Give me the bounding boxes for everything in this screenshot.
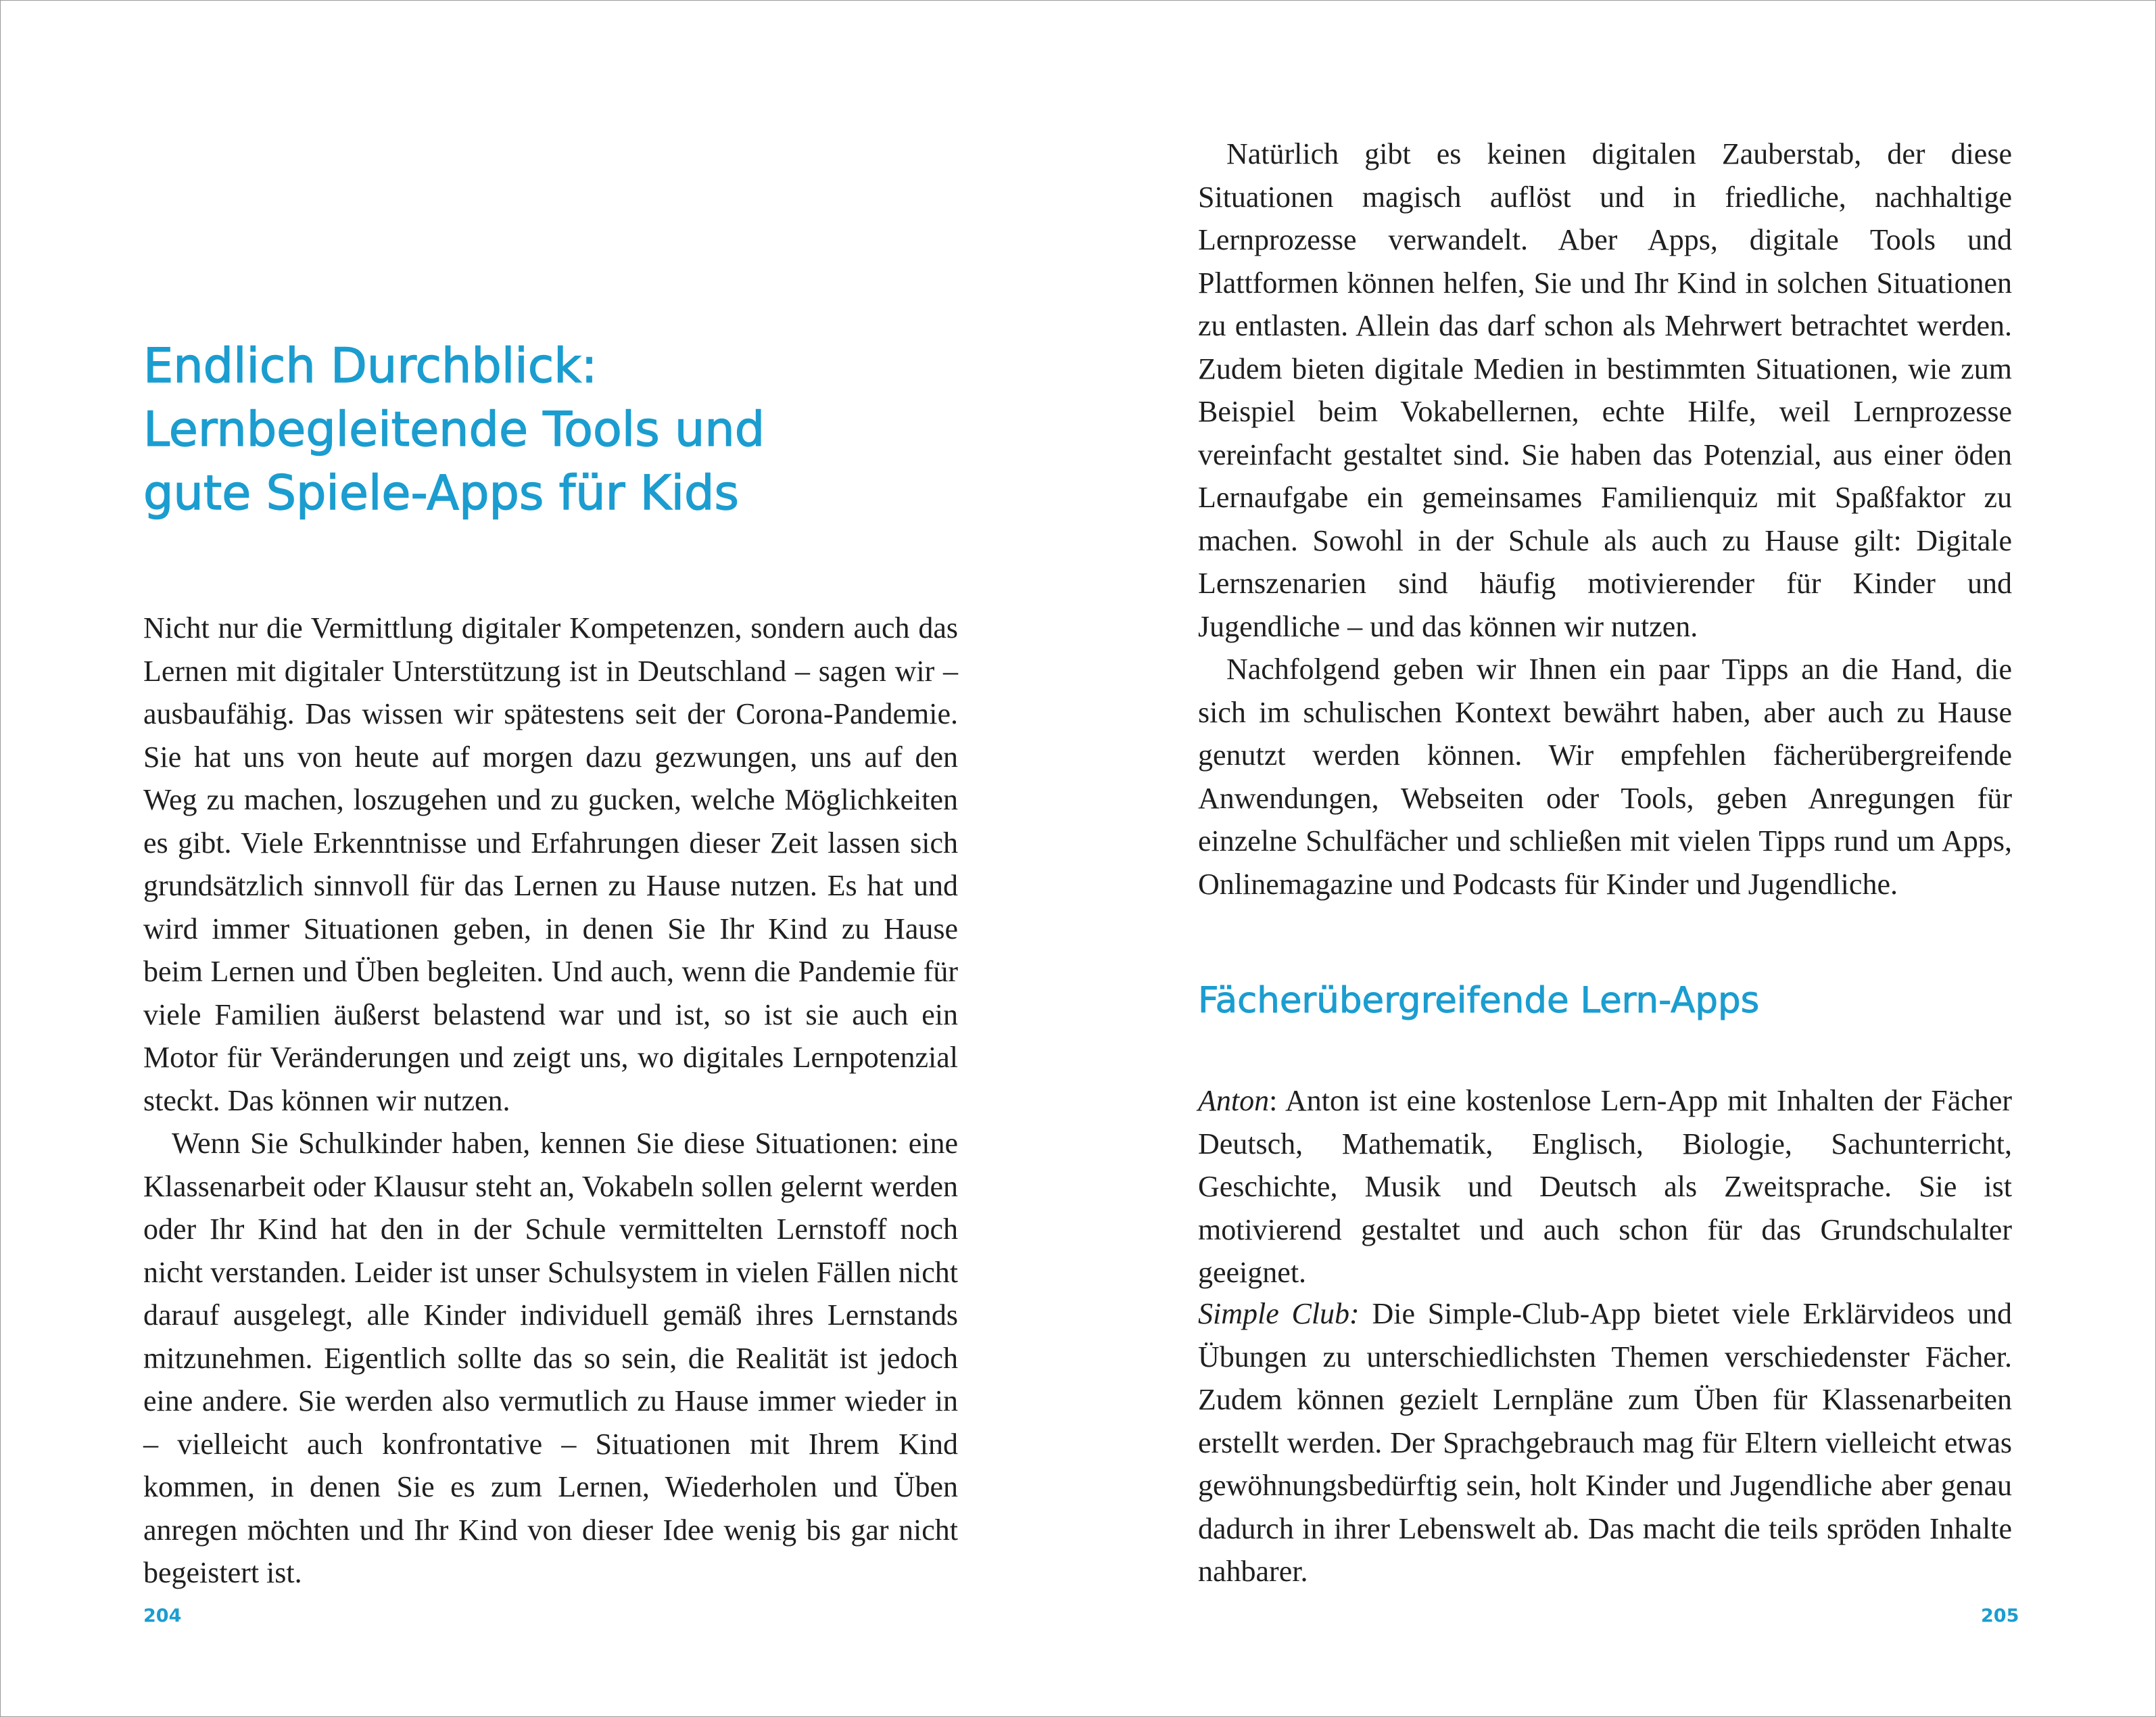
app-name: Anton — [1198, 1084, 1270, 1117]
app-name: Simple Club: — [1198, 1297, 1360, 1330]
chapter-heading-line: Endlich Durchblick: — [143, 338, 598, 394]
app-description: Anton ist eine kostenlose Lern-App mit Inhalten der Fächer Deutsch, Mathematik, Englisch, Biologie, Sachunterricht, Geschichte, Musik und Deutsch als Zweitsprache. Sie ist motivierend gestaltet und auch schon für das Grundschulalter geeignet. — [1198, 1084, 2012, 1289]
paragraph: Nachfolgend geben wir Ihnen ein paar Tipps an die Hand, die sich im schulischen Kontext bewährt haben, aber auch zu Hause genutzt werden können. Wir empfehlen fächerübergreifende Anwendungen, Webseiten oder Tools, geben Anregungen für einzelne Schulfächer und schließen mit vielen Tipps rund um Apps, Onlinemagazine und Podcasts für Kinder und Jugendliche. — [1198, 653, 2012, 901]
app-description: Die Simple-Club-App bietet viele Erklärvideos und Übungen zu unterschiedlichsten Themen verschiedenster Fächer. Zudem können gezielt Lernpläne zum Üben für Klassenarbeiten erstellt werden. Der Sprachgebrauch mag für Eltern vielleicht etwas gewöhnungsbedürftig sein, holt Kinder und Jugendliche aber genau dadurch in ihrer Lebenswelt ab. Das macht die teils spröden Inhalte nahbarer. — [1198, 1297, 2012, 1588]
paragraph: Nicht nur die Vermittlung digitaler Kompetenzen, sondern auch das Lernen mit digitaler Unterstützung ist in Deutschland – sagen wir – ausbaufähig. Das wissen wir spätestens seit der Corona-Pandemie. Sie hat uns von heute auf morgen dazu gezwungen, uns auf den Weg zu machen, loszugehen und zu gucken, welche Möglichkeiten es gibt. Viele Erkenntnisse und Erfahrungen dieser Zeit lassen sich grundsätzlich sinnvoll für das Lernen zu Hause nutzen. Es hat und wird immer Situationen geben, in denen Sie Ihr Kind zu Hause beim Lernen und Üben begleiten. Und auch, wenn die Pandemie für viele Familien äußerst belastend war und ist, so ist sie auch ein Motor für Veränderungen und zeigt uns, wo digitales Lernpotenzial steckt. Das können wir nutzen. — [143, 611, 958, 1117]
paragraph: Natürlich gibt es keinen digitalen Zauberstab, der diese Situationen magisch auflöst und in friedliche, nachhaltige Lernprozesse verwandelt. Aber Apps, digitale Tools und Plattformen können helfen, Sie und Ihr Kind in solchen Situationen zu entlasten. Allein das darf schon als Mehrwert betrachtet werden. Zudem bieten digitale Medien in bestimmten Situationen, wie zum Beispiel beim Vokabellernen, echte Hilfe, weil Lernprozesse vereinfacht gestaltet sind. Sie haben das Potenzial, aus einer öden Lernaufgabe ein gemeinsames Familienquiz mit Spaßfaktor zu machen. Sowohl in der Schule als auch zu Hause gilt: Digitale Lernszenarien sind häufig motivierender für Kinder und Jugendliche – und das können wir nutzen. — [1198, 137, 2012, 643]
chapter-heading — [143, 334, 955, 525]
chapter-heading-line: Lernbegleitende Tools und — [143, 402, 765, 457]
right-body-text — [1198, 133, 2012, 905]
app-name-separator: : — [1269, 1084, 1285, 1117]
app-entry-anton — [1198, 1079, 2012, 1294]
page-number-right: 205 — [1981, 1605, 2019, 1626]
left-body-text — [143, 607, 958, 1595]
page-number-left: 204 — [143, 1605, 182, 1626]
app-name-separator — [1360, 1297, 1372, 1330]
paragraph: Wenn Sie Schulkinder haben, kennen Sie diese Situationen: eine Klassenarbeit oder Klausur steht an, Vokabeln sollen gelernt werden oder Ihr Kind hat den in der Schule vermittelten Lernstoff noch nicht verstanden. Leider ist unser Schulsystem in vielen Fällen nicht darauf ausgelegt, alle Kinder individuell gemäß ihres Lernstands mitzunehmen. Eigentlich sollte das so sein, die Realität ist jedoch eine andere. Sie werden also vermutlich zu Hause immer wieder in – vielleicht auch konfrontative – Situationen mit Ihrem Kind kommen, in denen Sie es zum Lernen, Wiederholen und Üben anregen möchten und Ihr Kind von dieser Idee wenig bis gar nicht begeistert ist. — [143, 1127, 958, 1589]
app-entry-simple-club — [1198, 1292, 2012, 1593]
chapter-heading-line: gute Spiele-Apps für Kids — [143, 465, 739, 521]
section-heading: Fächerübergreifende Lern-Apps — [1198, 980, 1760, 1021]
